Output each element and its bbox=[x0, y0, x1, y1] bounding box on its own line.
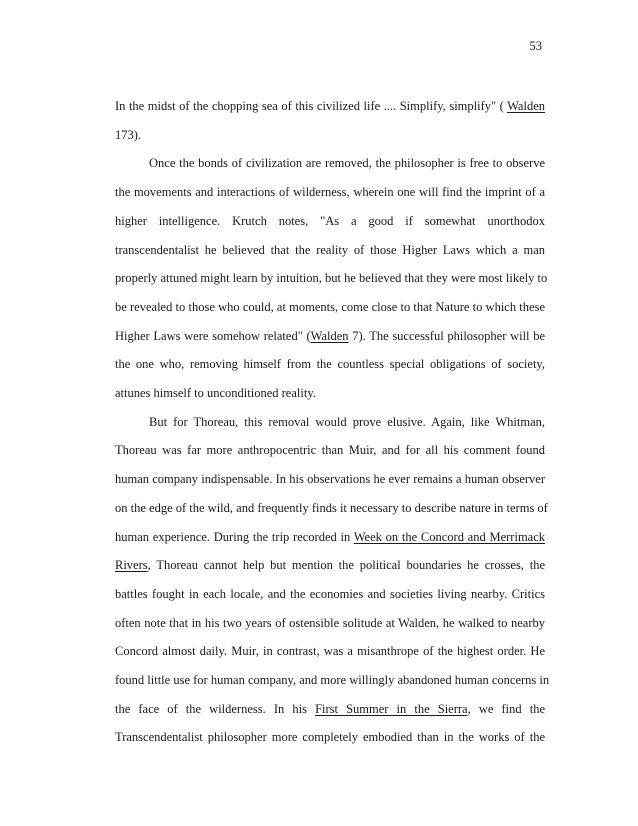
text-run: human experience. During the trip recorded in bbox=[115, 529, 354, 544]
text-run: attunes himself to unconditioned reality. bbox=[115, 386, 316, 401]
underlined-title: First Summer in the Sierra bbox=[315, 701, 468, 716]
text-line bbox=[115, 609, 545, 638]
text-run: 173). bbox=[115, 127, 142, 142]
text-line bbox=[115, 379, 545, 408]
text-line bbox=[115, 92, 545, 121]
text-line bbox=[115, 580, 545, 609]
underlined-title: Walden bbox=[507, 99, 545, 113]
text-line bbox=[115, 264, 548, 293]
text-run: Thoreau was far more anthropocentric than Muir, and for all his comment found bbox=[115, 443, 545, 458]
text-run: be revealed to those who could, at moments, come close to that Nature to which these bbox=[115, 299, 545, 314]
text-run: But for Thoreau, this removal would prove elusive. Again, like Whitman, bbox=[149, 414, 545, 429]
text-run: properly attuned might learn by intuition, but he believed that they were most likely to bbox=[115, 271, 548, 286]
text-line bbox=[115, 293, 545, 322]
text-line bbox=[115, 236, 545, 265]
text-line bbox=[115, 666, 550, 695]
text-line bbox=[115, 551, 545, 580]
text-line bbox=[115, 178, 545, 207]
underlined-title: Week on the Concord and Merrimack bbox=[353, 529, 546, 544]
text-run: Higher Laws were somehow related" ( bbox=[115, 328, 311, 343]
text-run: , we find the bbox=[467, 701, 546, 716]
text-run: , Thoreau cannot help but mention the political boundaries he crosses, the bbox=[147, 558, 545, 573]
text-run: higher intelligence. Krutch notes, "As a good if somewhat unorthodox bbox=[115, 213, 545, 228]
text-run: Transcendentalist philosopher more completely embodied than in the works of the bbox=[115, 730, 545, 745]
text-line bbox=[115, 494, 548, 523]
text-line bbox=[115, 322, 545, 351]
text-line bbox=[115, 523, 545, 552]
text-run: human company indispensable. In his observations he ever remains a human observer bbox=[115, 472, 545, 487]
text-line bbox=[115, 149, 545, 178]
text-run: In the midst of the chopping sea of this civilized life .... Simplify, simplify" ( bbox=[115, 99, 508, 113]
text-line bbox=[115, 350, 545, 379]
text-line bbox=[115, 207, 545, 236]
text-line bbox=[115, 637, 545, 666]
underlined-title: Walden bbox=[310, 328, 349, 343]
text-run: 7). The successful philosopher will be bbox=[348, 328, 545, 343]
page-number: 53 bbox=[529, 39, 542, 53]
text-run: the movements and interactions of wilderness, wherein one will find the imprint of a bbox=[115, 185, 545, 200]
text-line bbox=[115, 465, 545, 494]
text-run: often note that in his two years of ostensible solitude at Walden, he walked to nearby bbox=[115, 615, 545, 630]
text-run: Concord almost daily. Muir, in contrast, was a misanthrope of the highest order. He bbox=[115, 644, 545, 659]
text-run: the face of the wilderness. In his bbox=[115, 701, 316, 716]
text-line bbox=[115, 695, 545, 724]
body-text bbox=[115, 92, 550, 752]
text-run: found little use for human company, and more willingly abandoned human concerns in bbox=[115, 673, 550, 688]
text-line bbox=[115, 436, 545, 465]
text-run: the one who, removing himself from the countless special obligations of society, bbox=[115, 357, 545, 372]
text-line bbox=[115, 408, 545, 437]
text-run: transcendentalist he believed that the reality of those Higher Laws which a man bbox=[115, 242, 545, 257]
text-run: Once the bonds of civilization are removed, the philosopher is free to observe bbox=[149, 156, 545, 171]
text-line bbox=[115, 121, 545, 150]
text-run: on the edge of the wild, and frequently finds it necessary to describe nature in terms of bbox=[115, 500, 548, 515]
underlined-title: Rivers bbox=[115, 558, 148, 573]
text-run: battles fought in each locale, and the economies and societies living nearby. Critics bbox=[115, 586, 545, 601]
text-line bbox=[115, 723, 545, 752]
